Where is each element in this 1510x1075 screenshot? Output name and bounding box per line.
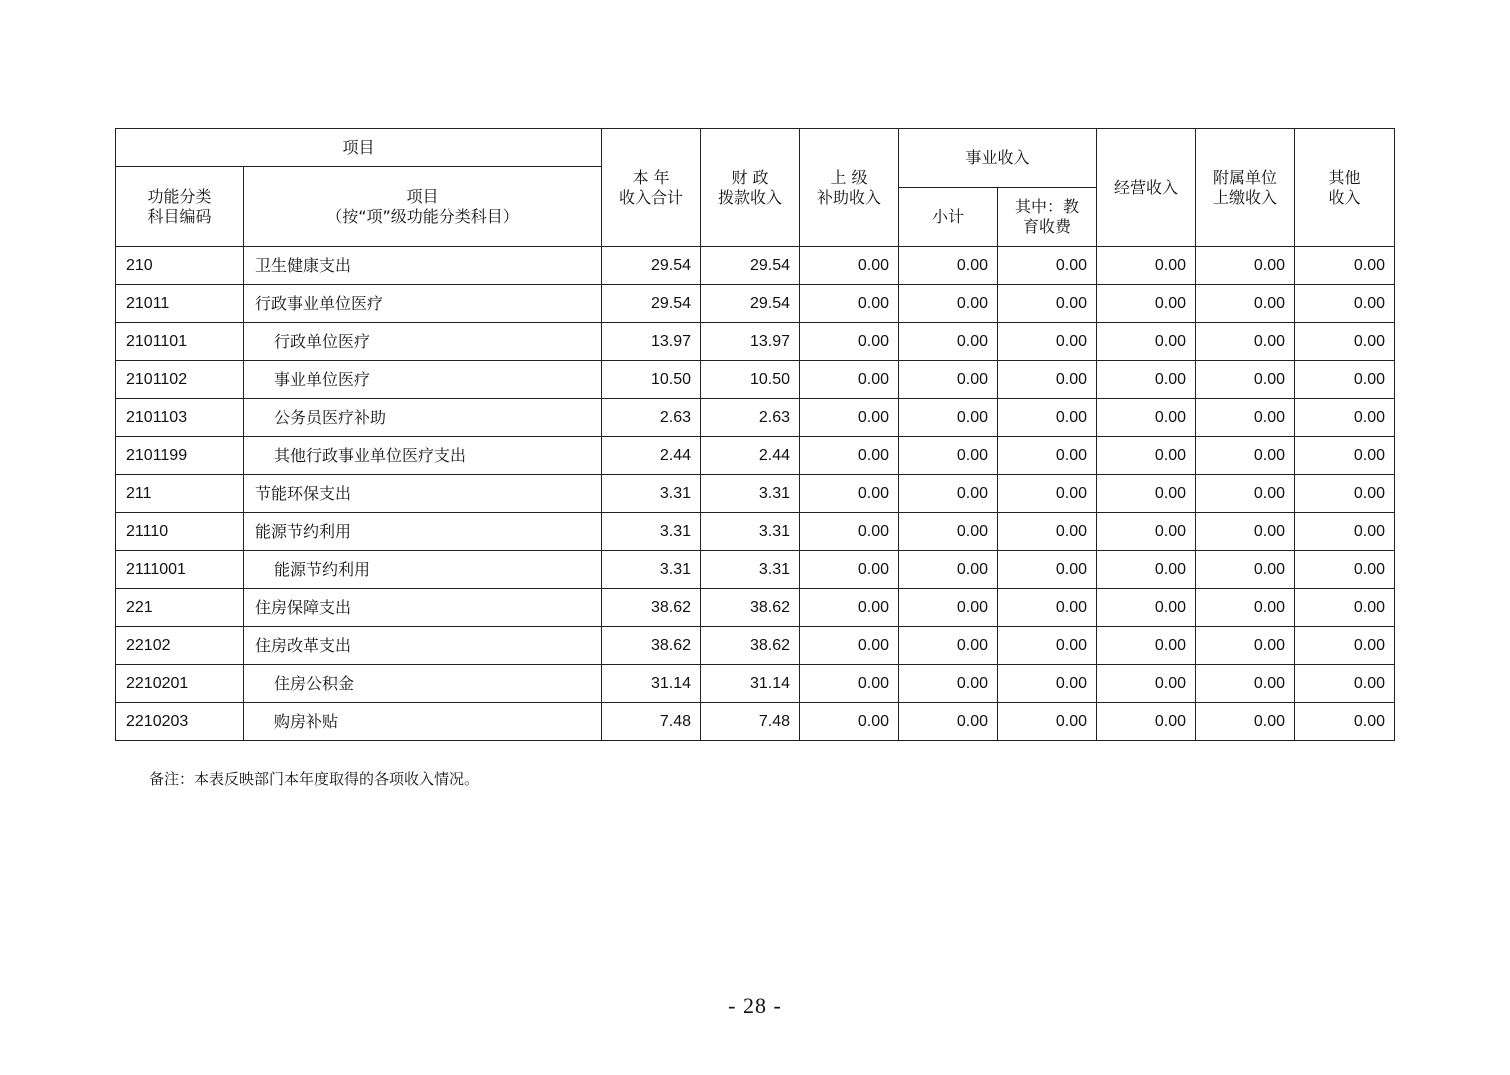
header-business-edu: [998, 188, 1097, 247]
row-affiliated: 0.00: [1196, 399, 1295, 437]
row-business-subtotal: 0.00: [899, 513, 998, 551]
header-code: [116, 167, 244, 247]
row-total: 38.62: [602, 627, 701, 665]
row-affiliated: 0.00: [1196, 475, 1295, 513]
row-business-subtotal: 0.00: [899, 475, 998, 513]
header-name-line1: 项目: [406, 186, 439, 206]
row-operating: 0.00: [1097, 475, 1196, 513]
header-total-line2: 收入合计: [619, 187, 684, 207]
header-total-line1: 本 年: [632, 167, 670, 187]
row-affiliated: 0.00: [1196, 437, 1295, 475]
row-subsidy: 0.00: [800, 361, 899, 399]
table-row: [116, 513, 1395, 551]
row-code: 2111001: [116, 551, 244, 589]
row-code: 2210203: [116, 703, 244, 741]
table-row: [116, 437, 1395, 475]
row-code: 2210201: [116, 665, 244, 703]
row-name: 公务员医疗补助: [244, 399, 602, 437]
row-total: 38.62: [602, 589, 701, 627]
header-subsidy-line2: 补助收入: [817, 187, 882, 207]
row-other: 0.00: [1295, 437, 1395, 475]
row-total: 29.54: [602, 285, 701, 323]
page-number: - 28 -: [728, 993, 782, 1018]
row-business-subtotal: 0.00: [899, 361, 998, 399]
row-name: 行政事业单位医疗: [244, 285, 602, 323]
row-code: 2101103: [116, 399, 244, 437]
row-fiscal: 38.62: [701, 589, 800, 627]
header-affiliated: [1196, 129, 1295, 247]
row-subsidy: 0.00: [800, 627, 899, 665]
row-operating: 0.00: [1097, 361, 1196, 399]
table-row: [116, 627, 1395, 665]
header-subsidy-line1: 上 级: [830, 167, 868, 187]
row-operating: 0.00: [1097, 399, 1196, 437]
row-subsidy: 0.00: [800, 513, 899, 551]
table-row: [116, 703, 1395, 741]
row-total: 3.31: [602, 551, 701, 589]
row-code: 2101199: [116, 437, 244, 475]
row-other: 0.00: [1295, 323, 1395, 361]
row-total: 31.14: [602, 665, 701, 703]
header-other-line2: 收入: [1328, 187, 1361, 207]
row-fiscal: 29.54: [701, 247, 800, 285]
table-header: [116, 129, 1395, 247]
row-subsidy: 0.00: [800, 589, 899, 627]
row-affiliated: 0.00: [1196, 589, 1295, 627]
row-other: 0.00: [1295, 399, 1395, 437]
table-row: [116, 399, 1395, 437]
row-business-edu: 0.00: [998, 551, 1097, 589]
row-fiscal: 3.31: [701, 551, 800, 589]
row-operating: 0.00: [1097, 323, 1196, 361]
header-fiscal-line1: 财 政: [731, 167, 769, 187]
row-affiliated: 0.00: [1196, 285, 1295, 323]
row-code: 21011: [116, 285, 244, 323]
row-business-edu: 0.00: [998, 285, 1097, 323]
row-operating: 0.00: [1097, 551, 1196, 589]
table-row: [116, 361, 1395, 399]
header-other-line1: 其他: [1328, 167, 1361, 187]
row-code: 211: [116, 475, 244, 513]
row-other: 0.00: [1295, 665, 1395, 703]
row-total: 13.97: [602, 323, 701, 361]
header-business-group: 事业收入: [899, 129, 1097, 188]
header-affiliated-line1: 附属单位: [1213, 167, 1278, 187]
row-business-subtotal: 0.00: [899, 703, 998, 741]
header-affiliated-line2: 上缴收入: [1213, 187, 1278, 207]
row-subsidy: 0.00: [800, 285, 899, 323]
row-business-subtotal: 0.00: [899, 665, 998, 703]
row-fiscal: 13.97: [701, 323, 800, 361]
row-operating: 0.00: [1097, 437, 1196, 475]
header-name: [244, 167, 602, 247]
row-business-subtotal: 0.00: [899, 323, 998, 361]
row-business-subtotal: 0.00: [899, 285, 998, 323]
row-other: 0.00: [1295, 703, 1395, 741]
row-business-edu: 0.00: [998, 361, 1097, 399]
row-subsidy: 0.00: [800, 247, 899, 285]
row-business-edu: 0.00: [998, 437, 1097, 475]
header-business-edu-line1: 其中：教: [1015, 197, 1080, 216]
row-business-edu: 0.00: [998, 665, 1097, 703]
row-total: 3.31: [602, 475, 701, 513]
row-fiscal: 3.31: [701, 475, 800, 513]
header-subsidy: [800, 129, 899, 247]
table-row: [116, 665, 1395, 703]
header-code-line1: 功能分类: [147, 186, 212, 206]
row-name: 行政单位医疗: [244, 323, 602, 361]
row-business-edu: 0.00: [998, 247, 1097, 285]
row-operating: 0.00: [1097, 627, 1196, 665]
row-other: 0.00: [1295, 589, 1395, 627]
row-code: 21110: [116, 513, 244, 551]
row-affiliated: 0.00: [1196, 703, 1295, 741]
row-affiliated: 0.00: [1196, 551, 1295, 589]
row-subsidy: 0.00: [800, 323, 899, 361]
row-fiscal: 3.31: [701, 513, 800, 551]
row-affiliated: 0.00: [1196, 323, 1295, 361]
row-fiscal: 7.48: [701, 703, 800, 741]
header-total: [602, 129, 701, 247]
row-name: 事业单位医疗: [244, 361, 602, 399]
row-business-edu: 0.00: [998, 475, 1097, 513]
row-affiliated: 0.00: [1196, 665, 1295, 703]
row-total: 7.48: [602, 703, 701, 741]
row-business-subtotal: 0.00: [899, 589, 998, 627]
row-fiscal: 31.14: [701, 665, 800, 703]
row-name: 住房公积金: [244, 665, 602, 703]
row-affiliated: 0.00: [1196, 247, 1295, 285]
row-other: 0.00: [1295, 513, 1395, 551]
row-other: 0.00: [1295, 475, 1395, 513]
row-other: 0.00: [1295, 627, 1395, 665]
row-business-edu: 0.00: [998, 513, 1097, 551]
row-operating: 0.00: [1097, 703, 1196, 741]
row-operating: 0.00: [1097, 589, 1196, 627]
row-operating: 0.00: [1097, 247, 1196, 285]
row-other: 0.00: [1295, 551, 1395, 589]
row-subsidy: 0.00: [800, 665, 899, 703]
row-total: 3.31: [602, 513, 701, 551]
row-code: 210: [116, 247, 244, 285]
header-project-group: 项目: [116, 129, 602, 167]
row-total: 2.44: [602, 437, 701, 475]
row-subsidy: 0.00: [800, 437, 899, 475]
row-subsidy: 0.00: [800, 703, 899, 741]
row-total: 10.50: [602, 361, 701, 399]
row-fiscal: 10.50: [701, 361, 800, 399]
header-operating: 经营收入: [1097, 129, 1196, 247]
row-operating: 0.00: [1097, 285, 1196, 323]
row-name: 卫生健康支出: [244, 247, 602, 285]
table-row: [116, 589, 1395, 627]
header-other: [1295, 129, 1395, 247]
row-affiliated: 0.00: [1196, 361, 1295, 399]
row-fiscal: 2.63: [701, 399, 800, 437]
row-code: 2101101: [116, 323, 244, 361]
table-row: [116, 285, 1395, 323]
header-fiscal: [701, 129, 800, 247]
row-other: 0.00: [1295, 361, 1395, 399]
footnote: 备注：本表反映部门本年度取得的各项收入情况。: [149, 770, 480, 788]
row-business-subtotal: 0.00: [899, 551, 998, 589]
row-fiscal: 29.54: [701, 285, 800, 323]
row-business-edu: 0.00: [998, 323, 1097, 361]
row-affiliated: 0.00: [1196, 513, 1295, 551]
row-total: 29.54: [602, 247, 701, 285]
row-business-subtotal: 0.00: [899, 437, 998, 475]
row-other: 0.00: [1295, 247, 1395, 285]
row-name: 其他行政事业单位医疗支出: [244, 437, 602, 475]
row-operating: 0.00: [1097, 513, 1196, 551]
row-business-edu: 0.00: [998, 627, 1097, 665]
header-fiscal-line2: 拨款收入: [718, 187, 783, 207]
row-affiliated: 0.00: [1196, 627, 1295, 665]
header-code-line2: 科目编码: [147, 206, 212, 226]
table-body: [116, 247, 1395, 741]
row-other: 0.00: [1295, 285, 1395, 323]
row-business-subtotal: 0.00: [899, 627, 998, 665]
row-name: 住房改革支出: [244, 627, 602, 665]
row-operating: 0.00: [1097, 665, 1196, 703]
table-row: [116, 551, 1395, 589]
header-business-edu-line2: 育收费: [1023, 217, 1072, 236]
header-business-subtotal: 小计: [899, 188, 998, 247]
header-name-line2: （按“项”级功能分类科目）: [326, 206, 519, 226]
row-name: 节能环保支出: [244, 475, 602, 513]
row-fiscal: 2.44: [701, 437, 800, 475]
row-subsidy: 0.00: [800, 399, 899, 437]
row-business-edu: 0.00: [998, 399, 1097, 437]
table-row: [116, 323, 1395, 361]
row-subsidy: 0.00: [800, 551, 899, 589]
row-fiscal: 38.62: [701, 627, 800, 665]
row-total: 2.63: [602, 399, 701, 437]
row-business-edu: 0.00: [998, 589, 1097, 627]
table-row: [116, 475, 1395, 513]
row-business-subtotal: 0.00: [899, 247, 998, 285]
row-name: 能源节约利用: [244, 551, 602, 589]
row-name: 购房补贴: [244, 703, 602, 741]
row-code: 22102: [116, 627, 244, 665]
row-name: 住房保障支出: [244, 589, 602, 627]
row-business-edu: 0.00: [998, 703, 1097, 741]
row-subsidy: 0.00: [800, 475, 899, 513]
income-table: [115, 128, 1395, 741]
table-row: [116, 247, 1395, 285]
row-name: 能源节约利用: [244, 513, 602, 551]
row-business-subtotal: 0.00: [899, 399, 998, 437]
row-code: 221: [116, 589, 244, 627]
row-code: 2101102: [116, 361, 244, 399]
